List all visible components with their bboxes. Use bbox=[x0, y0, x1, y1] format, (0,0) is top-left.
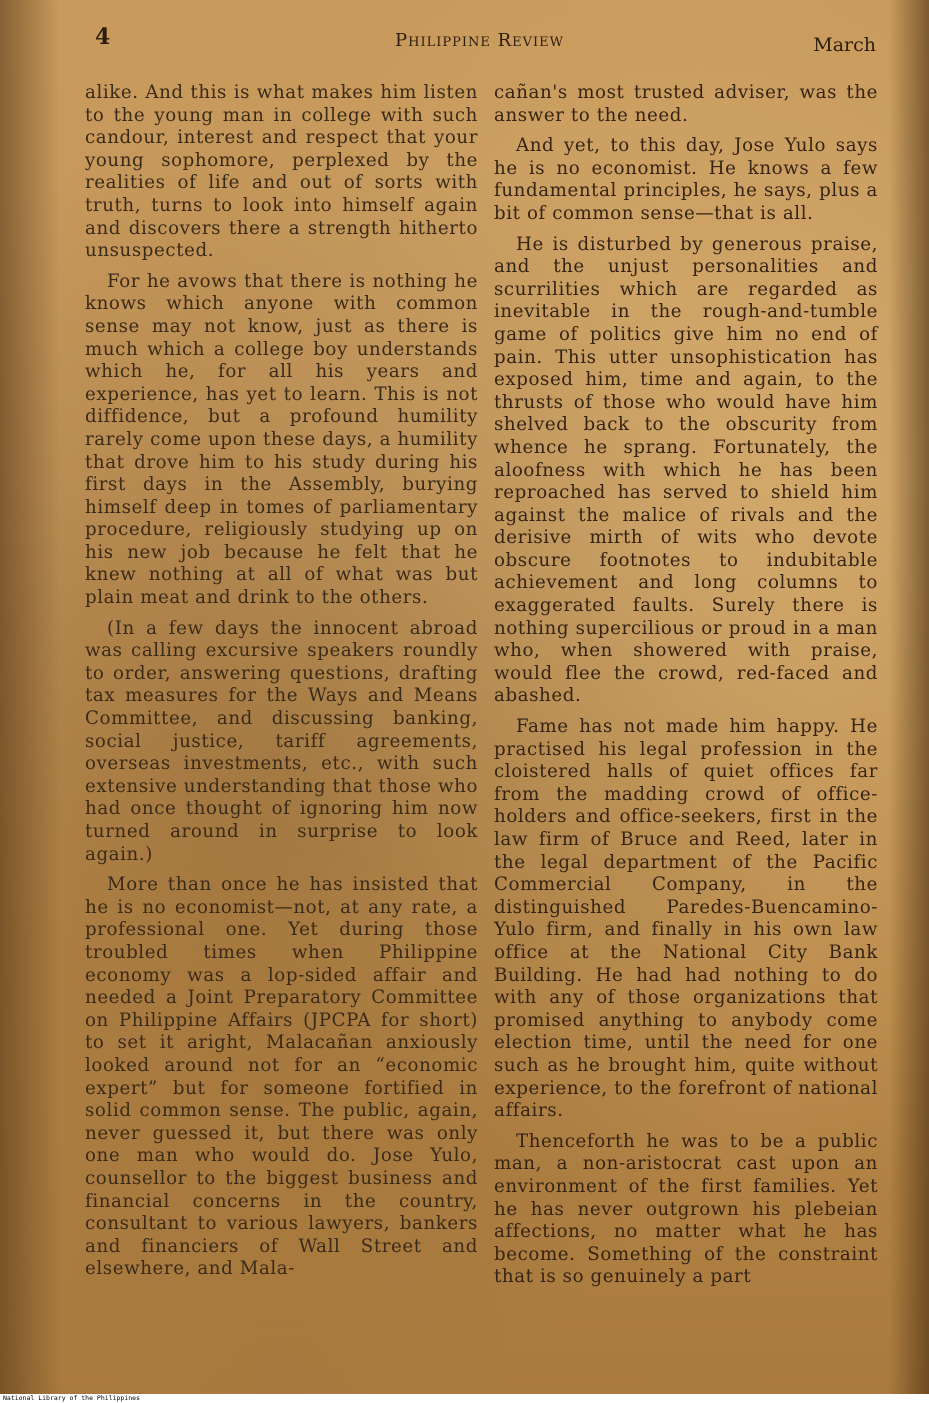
paragraph: Thenceforth he was to be a public man, a non-aristocrat cast upon an environment of the first families. Yet he has never outgrown his plebeian affections, no matter what he has become. Something of the constraint that is so genuinely a part bbox=[494, 1130, 878, 1288]
running-header bbox=[95, 24, 880, 58]
paragraph: cañan's most trusted adviser, was the answer to the need. bbox=[494, 82, 878, 126]
paragraph: And yet, to this day, Jose Yulo says he is no economist. He knows a few fundamental principles, he says, plus a bit of common sense—that is all. bbox=[494, 135, 878, 224]
text-column-right bbox=[494, 82, 878, 1297]
paragraph: He is disturbed by generous praise, and the unjust personalities and scurrilities which are regarded as inevitable in the rough-and-tumble game of politics give him no end of pain. This utter unsophistication has exposed him, time and again, to the thrusts of those who would have him shelved back to the obscurity from whence he sprang. Fortunately, the aloofness with which he has been reproached has served to shield him against the malice of rivals and the derisive mirth of wits who devote obscure footnotes to indubitable achievement and long columns to exaggerated faults. Surely there is nothing supercilious or proud in a man who, when showered with praise, would flee the crowd, red-faced and abashed. bbox=[494, 233, 878, 707]
publication-title: Philippine Review bbox=[395, 30, 564, 51]
library-credit: National Library of the Philippines bbox=[3, 1394, 140, 1402]
issue-month: March bbox=[813, 34, 876, 56]
paragraph: alike. And this is what makes him listen to the young man in college with such candour, interest and respect that your young sophomore, perplexed by the realities of life and out of sorts with truth, turns to look into himself again and discovers there a strength hitherto unsuspected. bbox=[85, 82, 478, 262]
paragraph: More than once he has insisted that he is no economist—not, at any rate, a professional one. Yet during those troubled times when Philippine economy was a lop-sided affair and needed a Joint Preparatory Committee on Philippine Affairs (JPCPA for short) to set it aright, Malacañan anxiously looked around not for an “economic expert” but for someone fortified in solid common sense. The public, again, never guessed it, but there was only one man who would do. Jose Yulo, counsellor to the biggest business and financial concerns in the country, consultant to various lawyers, bankers and financiers of Wall Street and elsewhere, and Mala- bbox=[85, 874, 478, 1280]
page-number: 4 bbox=[95, 24, 111, 50]
text-column-left bbox=[85, 82, 478, 1289]
footer-strip bbox=[0, 1395, 929, 1403]
paragraph: For he avows that there is nothing he knows which anyone with common sense may not know, just as there is much which a college boy understands which he, for all his years and experience, has yet to learn. This is not diffidence, but a profound humility rarely come upon these days, a humility that drove him to his study during his first days in the Assembly, burying himself deep in tomes of parliamentary procedure, religiously studying up on his new job because he felt that he knew nothing at all of what was but plain meat and drink to the others. bbox=[85, 270, 478, 609]
page-shadow-right bbox=[889, 0, 929, 1394]
paragraph: Fame has not made him happy. He practised his legal profession in the cloistered halls of quiet offices far from the madding crowd of office-holders and office-seekers, first in the law firm of Bruce and Reed, later in the legal department of the Pacific Commercial Company, in the distinguished Paredes-Buencamino-Yulo firm, and finally in his own law office at the National City Bank Building. He had had nothing to do with any of those organizations that promised anything to anybody come election time, until the need for one such as he brought him, quite without experience, to the forefront of national affairs. bbox=[494, 716, 878, 1122]
paragraph: (In a few days the innocent abroad was calling excursive speakers roundly to order, answering questions, drafting tax measures for the Ways and Means Committee, and discussing banking, social justice, tariff agreements, overseas investments, etc., with such extensive understanding that those who had once thought of ignoring him now turned around in surprise to look again.) bbox=[85, 617, 478, 865]
page-shadow-left bbox=[0, 0, 60, 1394]
